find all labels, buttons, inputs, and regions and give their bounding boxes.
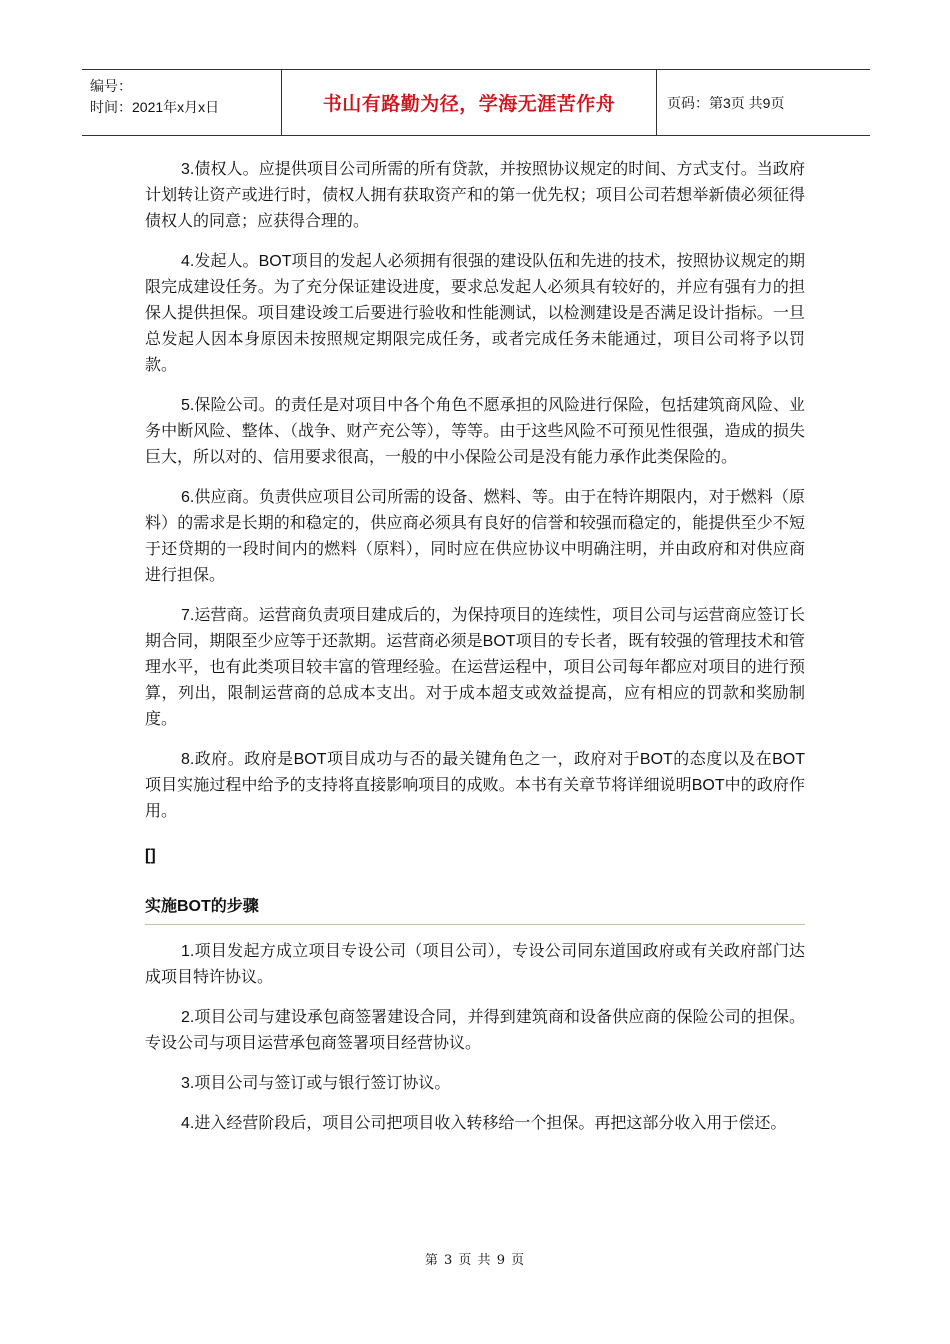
paragraph-sponsor: 4.发起人。BOT项目的发起人必须拥有很强的建设队伍和先进的技术，按照协议规定的期限完成建设任务。为了充分保证建设进度，要求总发起人必须具有较好的，并应有强有力的担保人提供担保。项目建设竣工后要进行验收和性能测试，以检测建设是否满足设计指标。一旦总发起人因本身原因未按照规定期限完成任务，或者完成任务未能通过，项目公司将予以罚款。 — [145, 253, 805, 374]
step-item: 3.项目公司与签订或与银行签订协议。 — [181, 1075, 451, 1092]
document-number-label: 编号： — [90, 78, 132, 94]
step-item: 2.项目公司与建设承包商签署建设合同，并得到建筑商和设备供应商的保险公司的担保。专设公司与项目运营承包商签署项目经营协议。 — [145, 1009, 805, 1052]
bracket-mark: [] — [145, 847, 156, 864]
paragraph-creditor: 3.债权人。应提供项目公司所需的所有贷款，并按照协议规定的时间、方式支付。当政府计划转让资产或进行时，债权人拥有获取资产和的第一优先权；项目公司若想举新债必须征得债权人的同意；应获得合理的。 — [145, 161, 805, 230]
paragraph-insurer: 5.保险公司。的责任是对项目中各个角色不愿承担的风险进行保险，包括建筑商风险、业务中断风险、整体、（战争、财产充公等），等等。由于这些风险不可预见性很强，造成的损失巨大，所以对的、信用要求很高，一般的中小保险公司是没有能力承作此类保险的。 — [145, 397, 805, 466]
document-body — [145, 157, 805, 1151]
paragraph-operator: 7.运营商。运营商负责项目建成后的，为保持项目的连续性，项目公司与运营商应签订长期合同，期限至少应等于还款期。运营商必须是BOT项目的专长者，既有较强的管理技术和管理水平，也有此类项目较丰富的管理经验。在运营运程中，项目公司每年都应对项目的进行预算，列出，限制运营商的总成本支出。对于成本超支或效益提高，应有相应的罚款和奖励制度。 — [145, 607, 805, 728]
header-page-number: 页码：第3页 共9页 — [667, 94, 785, 111]
header-meta — [82, 70, 282, 135]
page-header — [82, 69, 870, 136]
paragraph-government: 8.政府。政府是BOT项目成功与否的最关键角色之一，政府对于BOT的态度以及在BOT项目实施过程中给予的支持将直接影响项目的成败。本书有关章节将详细说明BOT中的政府作用。 — [145, 751, 805, 820]
document-date-label: 时间：2021年x月x日 — [90, 99, 220, 115]
paragraph-supplier: 6.供应商。负责供应项目公司所需的设备、燃料、等。由于在特许期限内，对于燃料（原料）的需求是长期的和稳定的，供应商必须具有良好的信誉和较强而稳定的，能提供至少不短于还贷期的一段时间内的燃料（原料），同时应在供应协议中明确注明，并由政府和对供应商进行担保。 — [145, 489, 805, 584]
page-footer: 第 3 页 共 9 页 — [424, 1253, 526, 1268]
header-motto: 书山有路勤为径，学海无涯苦作舟 — [322, 94, 616, 115]
header-motto-cell — [282, 70, 657, 135]
section-heading: 实施BOT的步骤 — [145, 893, 805, 925]
step-item: 4.进入经营阶段后，项目公司把项目收入转移给一个担保。再把这部分收入用于偿还。 — [181, 1115, 787, 1132]
step-item: 1.项目发起方成立项目专设公司（项目公司），专设公司同东道国政府或有关政府部门达成项目特许协议。 — [145, 943, 805, 986]
